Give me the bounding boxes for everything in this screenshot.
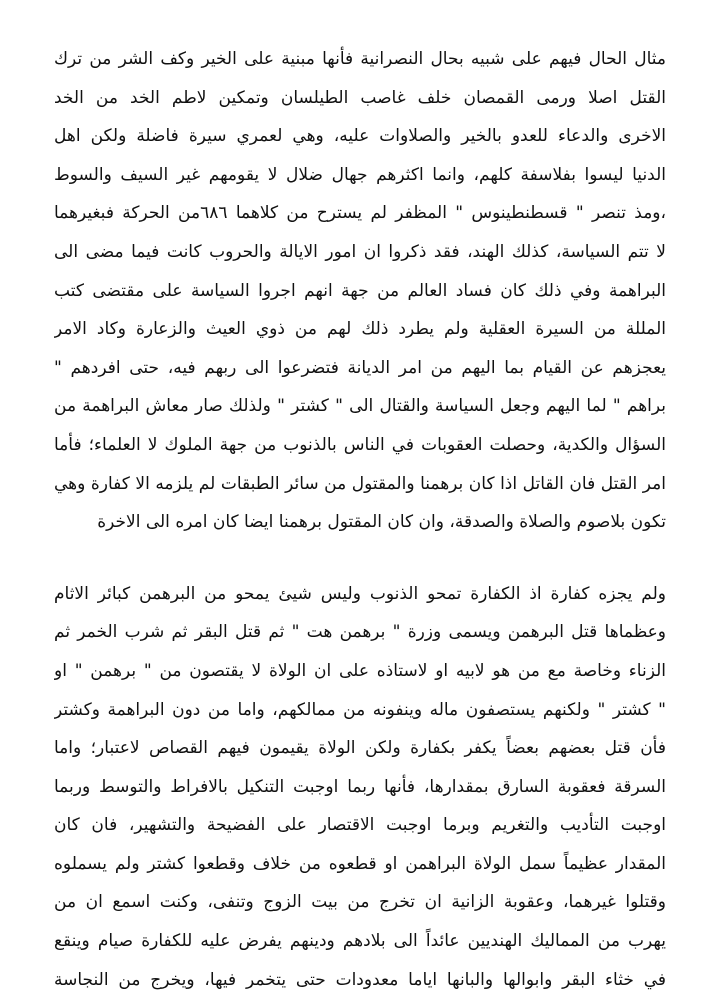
text-line: يعجزهم عن القيام بما اليهم من امر الديانة فتضرعوا الى ربهم فيه، حتى افردهم " [54,357,666,378]
paragraph-1 [54,40,666,542]
document-page [54,40,666,999]
text-line: فأن قتل بعضهم بعضاً يكفر بكفارة ولكن الولاة يقيمون فيهم القصاص لاعتبار؛ واما [54,738,666,759]
text-line: وقتلوا غيرهما، وعقوبة الزانية ان تخرج من بيت الزوج وتنفى، وكنت اسمع ان من [54,892,666,913]
paragraph-2 [54,575,666,1000]
text-line: الدنيا ليسوا بفلاسفة كلهم، وانما اكثرهم جهال ضلال لا يقومهم غير السيف والسوط [54,164,666,185]
text-line: براهم " لما اليهم وجعل السياسة والقتال الى " كشتر " ولذلك صار معاش البراهمة من [54,396,666,417]
text-line: اوجبت التأديب والتغريم وبرما اوجبت الاقتصار على الفضيحة والتشهير، فان كان [54,815,666,836]
text-line: مثال الحال فيهم على شبيه بحال النصرانية فأنها مبنية على الخير وكف الشر من ترك [54,49,666,69]
text-line: وعظماها قتل البرهمن ويسمى وزرة " برهمن هت " ثم قتل البقر ثم شرب الخمر ثم [54,622,666,643]
text-line: البراهمة وفي ذلك كان فساد العالم من جهة انهم اجروا السياسة على مقتضى كتب [54,280,666,301]
text-line: يهرب من المماليك الهنديين عائداً الى بلادهم ودينهم يفرض عليه للكفارة صيام وينقع [54,931,666,952]
text-line: " كشتر " ولكنهم يستصفون ماله وينفونه من ممالكهم، واما من دون البراهمة وكشتر [54,699,666,720]
text-line: السؤال والكدية، وحصلت العقوبات في الناس بالذنوب من جهة الملوك لا العلماء؛ فأما [54,434,666,455]
text-line: القتل اصلا ورمى القمصان خلف غاصب الطيلسان وتمكين لاطم الخد من الخد [54,87,666,108]
text-line: السرقة فعقوبة السارق بمقدارها، فأنها ربما اوجبت التنكيل بالافراط والتوسط وربما [54,776,666,797]
text-line: الاخرى والدعاء للعدو بالخير والصلاوات عليه، وهي لعمري سيرة فاضلة ولكن اهل [54,126,666,147]
text-line: الزناء وخاصة مع من هو لابيه او لاستاذه على ان الولاة لا يقتصون من " برهمن " او [54,660,666,681]
paragraph-spacer [54,542,666,575]
text-line: امر القتل فان القاتل اذا كان برهمنا والمقتول من سائر الطبقات لم يلزمه الا كفارة وهي [54,473,666,494]
text-line: ولم يجزه كفارة اذ الكفارة تمحو الذنوب وليس شيئ يمحو من البرهمن كبائر الاثام [54,583,666,604]
text-line: ،ومذ تنصر " قسطنطينوس " المظفر لم يسترح من كلاهما ٦٨٦من الحركة فبغيرهما [54,203,666,224]
text-line: في خثاء البقر وابوالها والبانها اياما معدودات حتى يتخمر فيها، ويخرج من النجاسة [54,969,666,990]
text-line: المقدار عظيماً سمل الولاة البراهمن او قطعوه من خلاف وقطعوا كشتر ولم يسملوه [54,853,666,874]
text-line: لا تتم السياسة، كذلك الهند، فقد ذكروا ان امور الايالة والحروب كانت فيما مضى الى [54,241,666,262]
text-line: المللة من السيرة العقلية ولم يطرد ذلك لهم من ذوي العيث والزعارة وكاد الامر [54,319,666,340]
text-line: تكون بلاصوم والصلاة والصدقة، وان كان المقتول برهمنا ايضا كان امره الى الاخرة [97,512,666,533]
